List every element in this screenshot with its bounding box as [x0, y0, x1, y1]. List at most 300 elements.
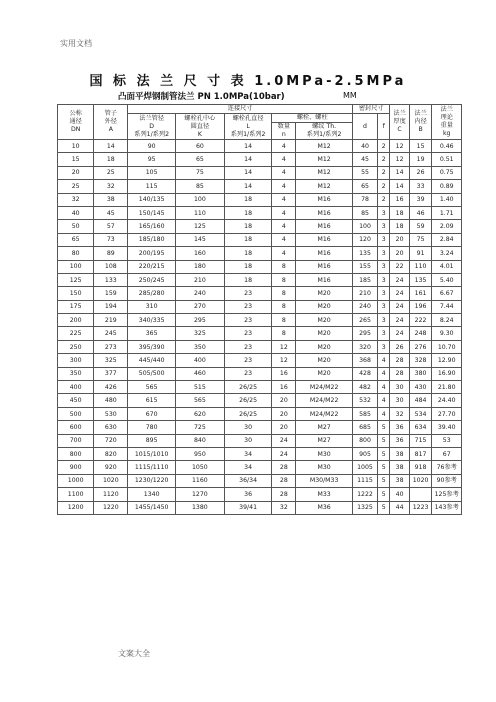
table-row — [58, 501, 462, 514]
table-cell: 8 — [272, 273, 296, 286]
table-cell: M20 — [296, 314, 353, 327]
table-cell: 133 — [94, 273, 128, 286]
table-cell: 895 — [128, 434, 176, 447]
table-cell: 67 — [432, 447, 462, 460]
header-bolt-qty — [272, 123, 296, 140]
table-cell: 24 — [390, 327, 409, 340]
table-cell: 222 — [409, 314, 432, 327]
table-cell: M16 — [296, 206, 353, 219]
table-cell: 4 — [377, 381, 389, 394]
table-cell: 3 — [377, 233, 389, 246]
table-cell: 59 — [409, 220, 432, 233]
table-cell: 125参考 — [432, 488, 462, 501]
table-cell: 220/215 — [128, 260, 176, 273]
table-cell: 14 — [390, 166, 409, 179]
table-row — [58, 354, 462, 367]
table-cell: 100 — [353, 220, 378, 233]
table-cell: 2.84 — [432, 233, 462, 246]
header-text: 数量 — [277, 123, 291, 130]
table-cell: 4 — [272, 233, 296, 246]
header-seal-d: d — [353, 114, 378, 140]
table-cell: 200 — [58, 314, 94, 327]
table-cell: 4 — [272, 206, 296, 219]
table-cell: 1230/1220 — [128, 474, 176, 487]
table-cell: M30 — [296, 461, 353, 474]
table-cell: 36 — [390, 421, 409, 434]
table-cell: 3.24 — [432, 247, 462, 260]
table-cell: 905 — [353, 447, 378, 460]
table-row — [58, 367, 462, 380]
table-cell: M20 — [296, 367, 353, 380]
table-cell: 310 — [128, 300, 176, 313]
header-text: kg — [442, 130, 451, 137]
table-cell: 2 — [377, 180, 389, 193]
table-cell: 273 — [94, 340, 128, 353]
header-text: 螺栓孔直径 — [232, 114, 264, 122]
table-cell: 12 — [272, 340, 296, 353]
table-cell: 50 — [58, 220, 94, 233]
table-cell: 28 — [272, 474, 296, 487]
table-cell: 108 — [94, 260, 128, 273]
table-cell: 530 — [94, 407, 128, 420]
table-cell: 18 — [224, 260, 272, 273]
header-seal: 密封尺寸 — [353, 105, 390, 114]
table-cell: 185 — [353, 273, 378, 286]
table-cell: 3 — [377, 327, 389, 340]
table-cell: 24.40 — [432, 394, 462, 407]
table-cell: 78 — [353, 193, 378, 206]
table-cell: 38 — [390, 447, 409, 460]
table-cell: 3 — [377, 287, 389, 300]
table-cell: 14 — [390, 180, 409, 193]
table-cell: 505/500 — [128, 367, 176, 380]
table-cell: 21.80 — [432, 381, 462, 394]
table-cell: 200/195 — [128, 247, 176, 260]
table-cell — [409, 488, 432, 501]
table-cell: 725 — [175, 421, 224, 434]
table-cell: 165/160 — [128, 220, 176, 233]
table-cell: 1455/1450 — [128, 501, 176, 514]
table-cell: M24/M22 — [296, 407, 353, 420]
table-cell: 32 — [390, 407, 409, 420]
table-cell: 248 — [409, 327, 432, 340]
table-cell: 16 — [390, 193, 409, 206]
table-cell: 0.46 — [432, 140, 462, 153]
header-label: 实用文档 — [60, 39, 92, 48]
table-cell: 159 — [94, 287, 128, 300]
header-text: 内径 — [414, 118, 427, 125]
table-cell: 75 — [175, 166, 224, 179]
table-cell: 185/180 — [128, 233, 176, 246]
table-cell: 18 — [224, 273, 272, 286]
table-row — [58, 421, 462, 434]
table-cell: 40 — [58, 206, 94, 219]
table-row — [58, 166, 462, 179]
header-flange-od — [128, 114, 176, 140]
table-cell: 12.90 — [432, 354, 462, 367]
table-cell: M16 — [296, 260, 353, 273]
table-cell: 19 — [409, 153, 432, 166]
table-cell: 18 — [94, 153, 128, 166]
table-row — [58, 193, 462, 206]
table-cell: 65 — [58, 233, 94, 246]
table-cell: 75 — [409, 233, 432, 246]
table-cell: 1.71 — [432, 206, 462, 219]
table-cell: 350 — [58, 367, 94, 380]
table-cell: 18 — [224, 220, 272, 233]
table-cell: 115 — [128, 180, 176, 193]
table-cell: 585 — [353, 407, 378, 420]
table-cell: 14 — [224, 153, 272, 166]
table-cell: 428 — [353, 367, 378, 380]
header-text: B — [418, 126, 423, 133]
table-cell: 1005 — [353, 461, 378, 474]
table-cell: 219 — [94, 314, 128, 327]
table-cell: 1115 — [353, 474, 378, 487]
table-cell: 60 — [175, 140, 224, 153]
table-row — [58, 233, 462, 246]
table-cell: 22 — [390, 260, 409, 273]
table-cell: 46 — [409, 206, 432, 219]
table-cell: 400 — [58, 381, 94, 394]
table-cell: 800 — [353, 434, 378, 447]
table-cell: 5 — [377, 488, 389, 501]
header-text: L — [246, 122, 250, 130]
table-cell: 76参考 — [432, 461, 462, 474]
table-cell: 295 — [353, 327, 378, 340]
table-cell: 26/25 — [224, 407, 272, 420]
table-cell: 30 — [224, 434, 272, 447]
table-cell: 8 — [272, 287, 296, 300]
table-cell: 38 — [94, 193, 128, 206]
table-cell: 5 — [377, 447, 389, 460]
table-cell: 145 — [175, 233, 224, 246]
table-cell: 4 — [272, 153, 296, 166]
table-cell: 368 — [353, 354, 378, 367]
table-cell: 4 — [377, 407, 389, 420]
table-cell: 28 — [272, 461, 296, 474]
table-cell: 15 — [409, 140, 432, 153]
table-row — [58, 327, 462, 340]
table-row — [58, 461, 462, 474]
table-cell: 1020 — [409, 474, 432, 487]
header-nominal-bore — [58, 105, 94, 140]
table-cell: 1100 — [58, 488, 94, 501]
table-cell: 20 — [272, 421, 296, 434]
table-cell: M20 — [296, 300, 353, 313]
table-cell: 32 — [94, 180, 128, 193]
table-cell: 20 — [272, 394, 296, 407]
table-cell: 1220 — [94, 501, 128, 514]
table-cell: 18 — [224, 193, 272, 206]
table-cell: 3 — [377, 314, 389, 327]
table-cell: M30/M33 — [296, 474, 353, 487]
table-cell: 4 — [272, 193, 296, 206]
table-cell: 26 — [409, 166, 432, 179]
table-cell: 36 — [390, 434, 409, 447]
table-cell: 482 — [353, 381, 378, 394]
header-text: 螺纹 Th. — [312, 123, 337, 130]
header-text: DN — [70, 126, 81, 133]
table-cell: 250/245 — [128, 273, 176, 286]
table-cell: 1325 — [353, 501, 378, 514]
header-text: 法兰 — [393, 110, 406, 117]
header-text: 螺栓孔中心 — [184, 114, 216, 122]
table-cell: 161 — [409, 287, 432, 300]
table-cell: M20 — [296, 287, 353, 300]
table-cell: 12 — [390, 140, 409, 153]
table-cell: 670 — [128, 407, 176, 420]
table-cell: 1340 — [128, 488, 176, 501]
table-cell: 33 — [409, 180, 432, 193]
table-cell: 265 — [353, 314, 378, 327]
table-row — [58, 140, 462, 153]
table-cell: 1222 — [353, 488, 378, 501]
table-cell: 395/390 — [128, 340, 176, 353]
table-cell: 1050 — [175, 461, 224, 474]
table-row — [58, 407, 462, 420]
table-cell: 3 — [377, 340, 389, 353]
table-cell: 18 — [224, 206, 272, 219]
table-cell: M16 — [296, 193, 353, 206]
table-cell: 2 — [377, 153, 389, 166]
table-cell: 325 — [94, 354, 128, 367]
table-cell: 8.24 — [432, 314, 462, 327]
table-cell: 8 — [272, 300, 296, 313]
table-cell: 8 — [272, 260, 296, 273]
header-text: 理论 — [440, 114, 453, 121]
table-cell: 30 — [390, 394, 409, 407]
header-bolt-hole — [224, 114, 272, 140]
table-cell: 39 — [409, 193, 432, 206]
table-cell: 36/34 — [224, 474, 272, 487]
table-cell: 5.40 — [432, 273, 462, 286]
table-cell: 14 — [224, 166, 272, 179]
table-row — [58, 394, 462, 407]
table-row — [58, 314, 462, 327]
table-header — [58, 105, 462, 140]
table-cell: 24 — [390, 273, 409, 286]
table-cell: 4 — [377, 367, 389, 380]
table-cell: 20 — [390, 233, 409, 246]
table-cell: 276 — [409, 340, 432, 353]
table-cell: 24 — [272, 434, 296, 447]
table-cell: M20 — [296, 354, 353, 367]
table-cell: 28 — [390, 367, 409, 380]
table-cell: 0.51 — [432, 153, 462, 166]
header-text: 法兰 — [440, 106, 453, 113]
table-cell: M27 — [296, 434, 353, 447]
table-cell: 32 — [272, 501, 296, 514]
header-weight — [432, 105, 462, 140]
table-cell: M20 — [296, 340, 353, 353]
table-cell: 85 — [353, 206, 378, 219]
table-cell: 26/25 — [224, 381, 272, 394]
table-cell: 23 — [224, 300, 272, 313]
table-cell: M16 — [296, 247, 353, 260]
table-cell: 8 — [272, 314, 296, 327]
table-cell: 30 — [224, 421, 272, 434]
table-cell: 484 — [409, 394, 432, 407]
table-cell: 125 — [175, 220, 224, 233]
table-cell: 150/145 — [128, 206, 176, 219]
table-cell: 23 — [224, 340, 272, 353]
table-cell: 4.01 — [432, 260, 462, 273]
table-cell: 18 — [224, 247, 272, 260]
table-cell: M16 — [296, 233, 353, 246]
header-text: 系列1/系列2 — [230, 130, 266, 138]
table-cell: 23 — [224, 314, 272, 327]
table-cell: 3 — [377, 300, 389, 313]
table-row — [58, 434, 462, 447]
table-cell: 34 — [224, 461, 272, 474]
table-cell: M16 — [296, 273, 353, 286]
header-text: 法兰 — [414, 110, 427, 117]
table-cell: 5 — [377, 461, 389, 474]
table-cell: 4 — [272, 140, 296, 153]
table-cell: 36 — [224, 488, 272, 501]
table-cell: 30 — [390, 381, 409, 394]
table-cell: 135 — [409, 273, 432, 286]
table-cell: 155 — [353, 260, 378, 273]
header-text: 圆直径 — [190, 122, 210, 130]
table-row — [58, 300, 462, 313]
table-cell: 10 — [58, 140, 94, 153]
table-cell: 110 — [409, 260, 432, 273]
table-cell: 73 — [94, 233, 128, 246]
table-cell: 38 — [390, 461, 409, 474]
table-cell: 817 — [409, 447, 432, 460]
table-cell: 95 — [128, 153, 176, 166]
table-cell: 400 — [175, 354, 224, 367]
table-cell: 18 — [390, 220, 409, 233]
header-text: 通径 — [69, 118, 82, 125]
table-row — [58, 474, 462, 487]
table-cell: 620 — [175, 407, 224, 420]
table-cell: 24 — [390, 300, 409, 313]
table-cell: 1000 — [58, 474, 94, 487]
table-cell: 270 — [175, 300, 224, 313]
table-cell: 27.70 — [432, 407, 462, 420]
table-cell: 2.09 — [432, 220, 462, 233]
table-cell: 40 — [353, 140, 378, 153]
header-text: A — [108, 126, 113, 133]
table-cell: 500 — [58, 407, 94, 420]
table-cell: 85 — [175, 180, 224, 193]
table-cell: 380 — [409, 367, 432, 380]
table-body — [58, 140, 462, 515]
table-cell: 565 — [128, 381, 176, 394]
header-text: n — [281, 131, 286, 138]
header-text: 外径 — [104, 118, 117, 125]
table-cell: 39.40 — [432, 421, 462, 434]
table-cell: 20 — [390, 247, 409, 260]
table-cell: 6.67 — [432, 287, 462, 300]
table-cell: 194 — [94, 300, 128, 313]
table-cell: 340/335 — [128, 314, 176, 327]
table-cell: 38 — [390, 474, 409, 487]
table-cell: 4 — [272, 247, 296, 260]
table-cell: 150 — [58, 287, 94, 300]
table-cell: M16 — [296, 220, 353, 233]
table-cell: 630 — [94, 421, 128, 434]
table-cell: 100 — [58, 260, 94, 273]
table-cell: 12 — [272, 354, 296, 367]
table-cell: 45 — [353, 153, 378, 166]
table-cell: 4 — [272, 166, 296, 179]
table-cell: M33 — [296, 488, 353, 501]
table-cell: 105 — [128, 166, 176, 179]
table-cell: M27 — [296, 421, 353, 434]
table-cell: 57 — [94, 220, 128, 233]
table-cell: M24/M22 — [296, 381, 353, 394]
table-cell: 430 — [409, 381, 432, 394]
table-cell: 565 — [175, 394, 224, 407]
table-cell: 24 — [390, 287, 409, 300]
table-cell: 2 — [377, 166, 389, 179]
header-bore — [409, 105, 432, 140]
table-cell: 25 — [58, 180, 94, 193]
table-cell: 18 — [390, 206, 409, 219]
table-cell: 180 — [175, 260, 224, 273]
table-cell: 515 — [175, 381, 224, 394]
header-text: 厚度 — [393, 118, 406, 125]
table-cell: 44 — [390, 501, 409, 514]
table-cell: 16 — [272, 367, 296, 380]
table-cell: 65 — [353, 180, 378, 193]
table-cell: 80 — [58, 247, 94, 260]
table-cell: 295 — [175, 314, 224, 327]
table-cell: 100 — [175, 193, 224, 206]
table-cell: 350 — [175, 340, 224, 353]
table-cell: 900 — [58, 461, 94, 474]
header-bolts: 螺栓、螺柱 — [272, 114, 353, 123]
table-cell: 460 — [175, 367, 224, 380]
table-cell: 23 — [224, 327, 272, 340]
table-row — [58, 220, 462, 233]
table-row — [58, 273, 462, 286]
table-cell: 532 — [353, 394, 378, 407]
header-connection: 连接尺寸 — [128, 105, 353, 114]
table-cell: 534 — [409, 407, 432, 420]
table-cell: 39/41 — [224, 501, 272, 514]
table-cell: 450 — [58, 394, 94, 407]
table-cell: 18 — [224, 233, 272, 246]
table-cell: 7.44 — [432, 300, 462, 313]
flange-dimension-table — [57, 104, 462, 515]
table-cell: 426 — [94, 381, 128, 394]
table-cell: 15 — [58, 153, 94, 166]
table-row — [58, 381, 462, 394]
table-cell: 23 — [224, 367, 272, 380]
table-cell: 600 — [58, 421, 94, 434]
table-row — [58, 488, 462, 501]
table-cell: 45 — [94, 206, 128, 219]
table-cell: 14 — [224, 180, 272, 193]
table-cell: 143参考 — [432, 501, 462, 514]
table-cell: 14 — [224, 140, 272, 153]
table-cell: M12 — [296, 166, 353, 179]
table-cell: 1200 — [58, 501, 94, 514]
table-cell: 4 — [272, 220, 296, 233]
table-cell: 125 — [58, 273, 94, 286]
table-cell: 120 — [353, 233, 378, 246]
table-cell: M24/M22 — [296, 394, 353, 407]
table-cell: 840 — [175, 434, 224, 447]
header-thickness — [390, 105, 409, 140]
table-cell: 634 — [409, 421, 432, 434]
table-row — [58, 153, 462, 166]
